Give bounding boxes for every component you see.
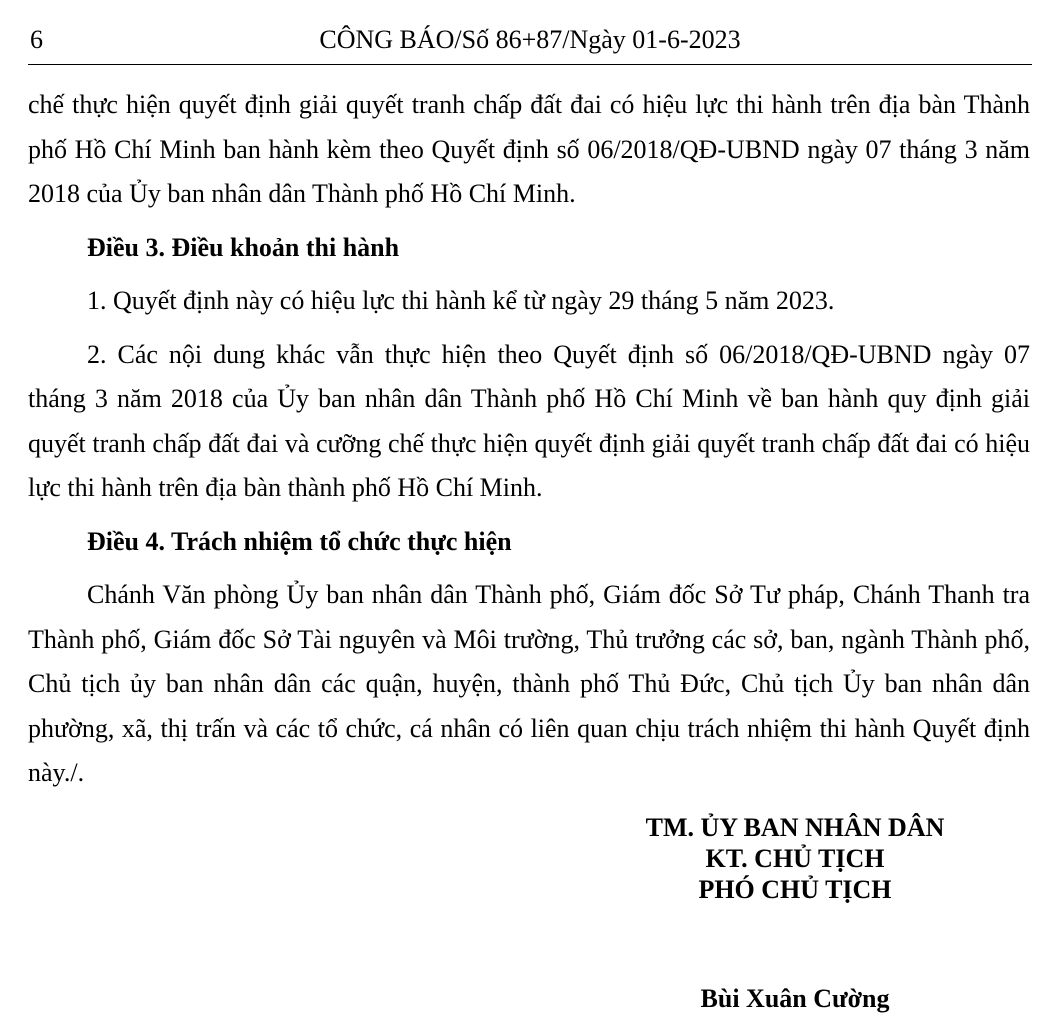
page-number: 6 <box>30 25 43 54</box>
continuation-paragraph: chế thực hiện quyết định giải quyết tranh chấp đất đai có hiệu lực thi hành trên địa bàn Thành phố Hồ Chí Minh ban hành kèm theo Quyết định số 06/2018/QĐ-UBND ngày 07 tháng 3 năm 2018 của Ủy ban nhân dân Thành phố Hồ Chí Minh. <box>28 90 1030 208</box>
article-3-item-2: 2. Các nội dung khác vẫn thực hiện theo Quyết định số 06/2018/QĐ-UBND ngày 07 tháng 3 năm 2018 của Ủy ban nhân dân Thành phố Hồ Chí Minh về ban hành quy định giải quyết tranh chấp đất đai và cưỡng chế thực hiện quyết định giải quyết tranh chấp đất đai có hiệu lực thi hành trên địa bàn thành phố Hồ Chí Minh. <box>28 339 1030 502</box>
gazette-header-title: CÔNG BÁO/Số 86+87/Ngày 01-6-2023 <box>319 25 741 54</box>
header-divider <box>28 64 1032 65</box>
page-header <box>28 22 1032 58</box>
signature-line-3: PHÓ CHỦ TỊCH <box>698 875 892 904</box>
article-4-heading: Điều 4. Trách nhiệm tổ chức thực hiện <box>87 526 512 556</box>
article-3-item-1: 1. Quyết định này có hiệu lực thi hành kể từ ngày 29 tháng 5 năm 2023. <box>87 286 835 315</box>
article-4-text: Chánh Văn phòng Ủy ban nhân dân Thành phố, Giám đốc Sở Tư pháp, Chánh Thanh tra Thành phố, Giám đốc Sở Tài nguyên và Môi trường, Thủ trưởng các sở, ban, ngành Thành phố, Chủ tịch ủy ban nhân dân các quận, huyện, thành phố Thủ Đức, Chủ tịch Ủy ban nhân dân phường, xã, thị trấn và các tổ chức, cá nhân có liên quan chịu trách nhiệm thi hành Quyết định này./. <box>28 580 1030 787</box>
signature-block <box>600 812 990 905</box>
document-body <box>28 83 1030 805</box>
article-3-heading: Điều 3. Điều khoản thi hành <box>87 232 400 262</box>
signature-line-2: KT. CHỦ TỊCH <box>705 844 885 873</box>
signature-line-1: TM. ỦY BAN NHÂN DÂN <box>645 813 945 842</box>
signer-name: Bùi Xuân Cường <box>700 984 890 1013</box>
